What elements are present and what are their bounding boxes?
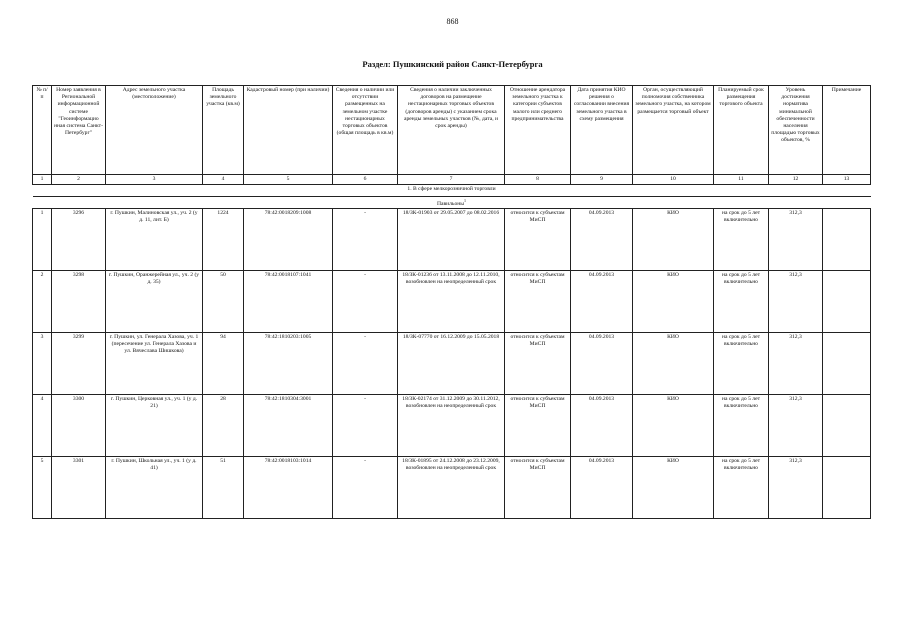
column-number: 1 [33,175,52,185]
table-cell: г. Пушкин, ул. Генерала Хазова, уч. 1 (пересечение ул. Генерала Хазова и ул. Вячеслава Шишкова) [106,333,203,395]
table-cell: 50 [203,271,244,333]
column-number: 6 [333,175,398,185]
table-cell: относится к субъектам МиСП [505,395,571,457]
column-number: 11 [714,175,769,185]
column-header: Уровень достижения норматива минимальной обеспеченности населения площадью торговых объектов, % [769,86,823,175]
column-header: Отношение арендатора земельного участка к категории субъектов малого или среднего предпринимательства [505,86,571,175]
column-number: 7 [398,175,505,185]
column-header: Номер заявления в Региональной информационной системе "Геоинформацио нная система Санкт-Петербург" [52,86,106,175]
table-cell: 2 [33,271,52,333]
table-cell: 1224 [203,209,244,271]
table-cell: 18/ЗК-07770 от 16.12.2009 до 15.05.2018 [398,333,505,395]
table-cell [823,333,871,395]
table-cell: 04.09.2013 [571,333,633,395]
table-cell: 3298 [52,271,106,333]
table-cell: относится к субъектам МиСП [505,333,571,395]
table-cell: 312,3 [769,209,823,271]
table-cell: КИО [633,395,714,457]
table-cell: - [333,333,398,395]
column-number: 5 [244,175,333,185]
table-cell: 312,3 [769,457,823,519]
group-row [33,185,871,197]
table-cell: 04.09.2013 [571,457,633,519]
subgroup-title: Павильоны [436,200,465,207]
section-title: Раздел: Пушкинский район Санкт-Петербурга [362,59,543,69]
column-header: Сведения о наличии или отсутствии размещенных на земельном участке нестационарных торговых объектов (общая площадь в кв.м) [333,86,398,175]
table-cell: 3300 [52,395,106,457]
column-number: 4 [203,175,244,185]
column-header: Площадь земельного участка (кв.м) [203,86,244,175]
table-cell [823,395,871,457]
column-header: № п/п [33,86,52,175]
table-cell: 312,3 [769,333,823,395]
table-cell: 312,3 [769,271,823,333]
table-cell: 78:42:1810304:3001 [244,395,333,457]
table-cell: 18/ЗК-01895 от 24.12.2008 до 23.12.2009, возобновлен на неопределенный срок [398,457,505,519]
registry-table [32,85,871,519]
column-header: Кадастровый номер (при наличии) [244,86,333,175]
header-row [33,86,871,175]
table-cell: 94 [203,333,244,395]
table-row [33,395,871,457]
column-number: 9 [571,175,633,185]
table-row [33,333,871,395]
page-number: 868 [446,17,459,26]
table-cell: на срок до 5 лет включительно [714,209,769,271]
table-cell: на срок до 5 лет включительно [714,395,769,457]
table-cell: 04.09.2013 [571,395,633,457]
column-number: 3 [106,175,203,185]
table-cell [823,209,871,271]
table-cell: 312,3 [769,395,823,457]
table-cell: - [333,395,398,457]
column-header: Адрес земельного участка (местоположение) [106,86,203,175]
table-cell: относится к субъектам МиСП [505,457,571,519]
table-cell: г. Пушкин, Церковная ул., уч. 1 (у д. 21) [106,395,203,457]
column-header: Орган, осуществляющий полномочия собственника земельного участка, на котором размещается торговый объект [633,86,714,175]
subgroup-row [33,197,871,209]
column-number-row [33,175,871,185]
table-cell: - [333,457,398,519]
table-cell: 78:42:0018209:1008 [244,209,333,271]
column-number: 13 [823,175,871,185]
table-cell: 5 [33,457,52,519]
footnote-mark: 1 [464,198,467,203]
table-cell: 3301 [52,457,106,519]
table-cell: 04.09.2013 [571,209,633,271]
subgroup-cell [33,197,871,209]
table-cell: на срок до 5 лет включительно [714,333,769,395]
table-cell: 3299 [52,333,106,395]
table-cell: 1 [33,209,52,271]
table-cell: КИО [633,271,714,333]
table-cell [823,271,871,333]
table-row [33,209,871,271]
table-cell: КИО [633,457,714,519]
column-header: Дата принятия КИО решения о согласовании внесения земельного участка в схему размещения [571,86,633,175]
table-cell: 51 [203,457,244,519]
table-cell: 28 [203,395,244,457]
table-cell: 78:42:1810203:1005 [244,333,333,395]
table-cell: КИО [633,209,714,271]
column-number: 2 [52,175,106,185]
table-cell: 18/ЗК-01236 от 13.11.2008 до 12.11.2010, возобновлен на неопределенный срок [398,271,505,333]
table-cell: 3 [33,333,52,395]
table-cell: - [333,271,398,333]
column-header: Сведения о наличии заключенных договоров на размещение нестационарных торговых объектов (договоров аренды) с указанием срока аренды земельных участков (№, дата, и срок аренды) [398,86,505,175]
column-header: Планируемый срок размещения торгового объекта [714,86,769,175]
column-header: Примечание [823,86,871,175]
table-cell: КИО [633,333,714,395]
table-cell [823,457,871,519]
table-row [33,457,871,519]
table-cell: на срок до 5 лет включительно [714,457,769,519]
column-number: 10 [633,175,714,185]
table-cell: г. Пушкин, Школьная ул., уч. 1 (у д. 41) [106,457,203,519]
table-cell: относится к субъектам МиСП [505,209,571,271]
table-cell: 18/ЗК-01903 от 29.05.2007 до 08.02.2016 [398,209,505,271]
table-cell: 04.09.2013 [571,271,633,333]
table-cell: относится к субъектам МиСП [505,271,571,333]
column-number: 8 [505,175,571,185]
group-title: 1. В сфере мелкорозничной торговли [33,185,871,197]
table-cell: г. Пушкин, Малиновская ул., уч. 2 (у д. 11, лит. Б) [106,209,203,271]
table-cell: 4 [33,395,52,457]
column-number: 12 [769,175,823,185]
table-cell: 3296 [52,209,106,271]
table-cell: - [333,209,398,271]
table-cell: 78:42:0018107:1041 [244,271,333,333]
table-cell: 78:42:0018103:1014 [244,457,333,519]
table-cell: 18/ЗК-02174 от 31.12.2009 до 30.11.2012, возобновлен на неопределенный срок [398,395,505,457]
table-row [33,271,871,333]
table-cell: г. Пушкин, Оранжерейная ул., уч. 2 (у д. 35) [106,271,203,333]
table-cell: на срок до 5 лет включительно [714,271,769,333]
